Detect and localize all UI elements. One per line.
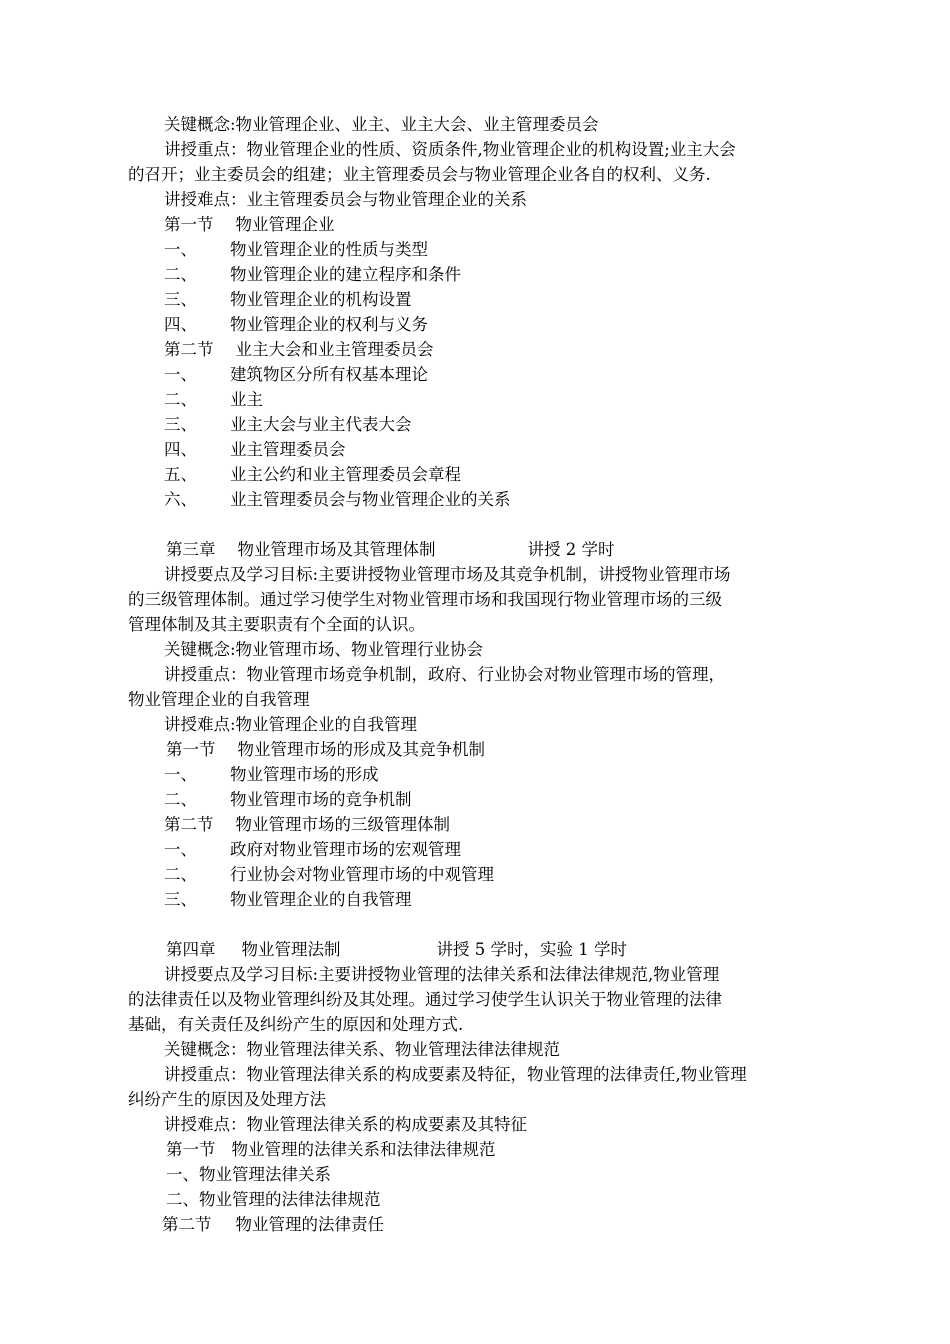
- key-concepts-line: 关键概念:物业管理市场、物业管理行业协会: [164, 640, 484, 659]
- list-item: [164, 362, 428, 387]
- list-item-text: 物业管理企业的机构设置: [230, 290, 412, 309]
- list-item: [164, 787, 412, 812]
- list-item-number: 二、: [164, 865, 197, 884]
- list-item: [164, 262, 461, 287]
- focus-line: 讲授重点：物业管理市场竞争机制，政府、行业协会对物业管理市场的管理，: [164, 665, 725, 684]
- list-item-number: 五、: [164, 465, 197, 484]
- list-item-text: 业主管理委员会: [230, 440, 346, 459]
- chapter-title: 物业管理市场及其管理体制: [237, 540, 436, 559]
- list-item-number: 三、: [164, 290, 197, 309]
- list-item-text: 建筑物区分所有权基本理论: [230, 365, 428, 384]
- list-item-text: 物业管理企业的建立程序和条件: [230, 265, 461, 284]
- list-item: [164, 312, 428, 337]
- section-title: 物业管理企业: [235, 215, 335, 234]
- list-item-text: 行业协会对物业管理市场的中观管理: [230, 865, 494, 884]
- focus-line-cont: 纠纷产生的原因及处理方法: [128, 1090, 326, 1109]
- section-label: 第二节: [162, 1215, 212, 1234]
- list-item: 二、物业管理的法律法律规范: [166, 1190, 381, 1209]
- list-item-text: 业主管理委员会与物业管理企业的关系: [230, 490, 511, 509]
- chapter-hours: 讲授 2 学时: [527, 540, 615, 559]
- list-item-number: 一、: [164, 240, 197, 259]
- list-item: [164, 887, 412, 912]
- list-item: 一、物业管理法律关系: [166, 1165, 331, 1184]
- list-item-text: 业主大会与业主代表大会: [230, 415, 412, 434]
- focus-line-cont: 物业管理企业的自我管理: [128, 690, 310, 709]
- list-item-text: 业主公约和业主管理委员会章程: [230, 465, 461, 484]
- section-heading: [164, 337, 434, 362]
- chapter-title: 物业管理法制: [241, 940, 341, 959]
- chapter-label: 第三章: [166, 540, 216, 559]
- list-item: [164, 387, 263, 412]
- objectives-line: 讲授要点及学习目标:主要讲授物业管理市场及其竞争机制，讲授物业管理市场: [164, 565, 731, 584]
- list-item: [164, 412, 412, 437]
- objectives-line: 讲授要点及学习目标:主要讲授物业管理的法律关系和法律法律规范,物业管理: [164, 965, 720, 984]
- list-item-text: 物业管理企业的性质与类型: [230, 240, 428, 259]
- list-item-number: 三、: [164, 890, 197, 909]
- objectives-line-cont: 的法律责任以及物业管理纠纷及其处理。通过学习使学生认识关于物业管理的法律: [128, 990, 722, 1009]
- list-item-number: 一、: [164, 840, 197, 859]
- list-item-text: 业主: [230, 390, 263, 409]
- section-label: 第二节: [164, 815, 214, 834]
- list-item: [164, 462, 461, 487]
- list-item-text: 物业管理企业的自我管理: [230, 890, 412, 909]
- list-item: [164, 837, 461, 862]
- objectives-line-cont: 的三级管理体制。通过学习使学生对物业管理市场和我国现行物业管理市场的三级: [128, 590, 722, 609]
- list-item-number: 四、: [164, 315, 197, 334]
- section-label: 第一节: [166, 1140, 216, 1159]
- section-label: 第一节: [164, 215, 214, 234]
- key-concepts-line: 关键概念:物业管理企业、业主、业主大会、业主管理委员会: [164, 115, 599, 134]
- section-title: 物业管理市场的三级管理体制: [235, 815, 450, 834]
- list-item: [164, 287, 412, 312]
- focus-line-cont: 的召开；业主委员会的组建；业主管理委员会与物业管理企业各自的权利、义务.: [128, 165, 711, 184]
- list-item-number: 二、: [164, 390, 197, 409]
- section-label: 第一节: [166, 740, 216, 759]
- list-item-text: 物业管理市场的竞争机制: [230, 790, 412, 809]
- list-item-number: 一、: [164, 765, 197, 784]
- chapter-hours: 讲授 5 学时，实验 1 学时: [436, 940, 627, 959]
- section-title: 业主大会和业主管理委员会: [235, 340, 434, 359]
- section-title: 物业管理市场的形成及其竞争机制: [237, 740, 485, 759]
- chapter-heading: [166, 937, 627, 962]
- list-item-text: 物业管理企业的权利与义务: [230, 315, 428, 334]
- list-item-number: 二、: [164, 265, 197, 284]
- list-item-text: 政府对物业管理市场的宏观管理: [230, 840, 461, 859]
- objectives-line-cont: 管理体制及其主要职责有个全面的认识。: [128, 615, 425, 634]
- section-heading: [166, 1137, 496, 1162]
- section-title: 物业管理的法律关系和法律法律规范: [231, 1140, 496, 1159]
- chapter-label: 第四章: [166, 940, 216, 959]
- section-heading: [166, 737, 485, 762]
- key-concepts-line: 关键概念：物业管理法律关系、物业管理法律法律规范: [164, 1040, 560, 1059]
- focus-line: 讲授重点：物业管理企业的性质、资质条件,物业管理企业的机构设置;业主大会: [164, 140, 736, 159]
- section-label: 第二节: [164, 340, 214, 359]
- section-heading: [164, 812, 450, 837]
- section-heading: [162, 1212, 384, 1237]
- list-item-number: 二、: [164, 790, 197, 809]
- difficulty-line: 讲授难点:物业管理企业的自我管理: [164, 715, 418, 734]
- focus-line: 讲授重点：物业管理法律关系的构成要素及特征，物业管理的法律责任,物业管理: [164, 1065, 747, 1084]
- section-heading: [164, 212, 335, 237]
- list-item: [164, 862, 494, 887]
- list-item-text: 物业管理市场的形成: [230, 765, 379, 784]
- list-item: [164, 237, 428, 262]
- list-item-number: 三、: [164, 415, 197, 434]
- objectives-line-cont: 基础，有关责任及纠纷产生的原因和处理方式.: [128, 1015, 464, 1034]
- list-item-number: 四、: [164, 440, 197, 459]
- difficulty-line: 讲授难点：业主管理委员会与物业管理企业的关系: [164, 190, 527, 209]
- list-item: [164, 762, 379, 787]
- list-item-number: 六、: [164, 490, 197, 509]
- chapter-heading: [166, 537, 615, 562]
- list-item: [164, 437, 346, 462]
- section-title: 物业管理的法律责任: [235, 1215, 384, 1234]
- list-item: [164, 487, 511, 512]
- difficulty-line: 讲授难点：物业管理法律关系的构成要素及其特征: [164, 1115, 527, 1134]
- list-item-number: 一、: [164, 365, 197, 384]
